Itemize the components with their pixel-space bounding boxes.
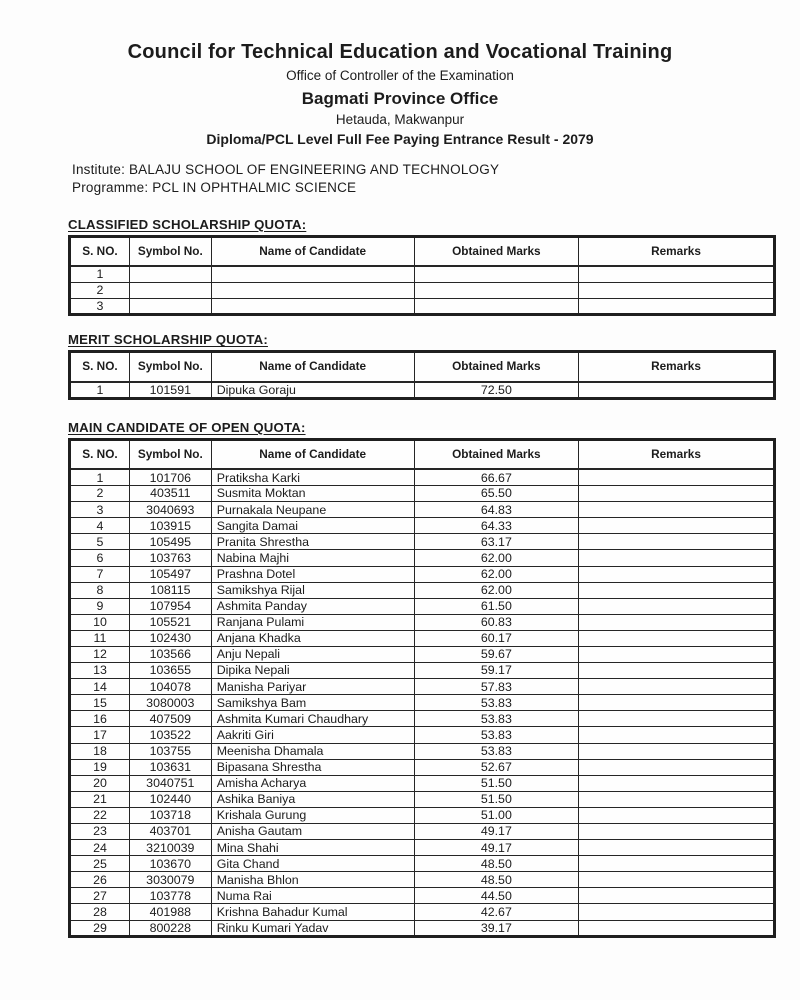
cell-sno: 16 — [70, 711, 130, 727]
cell-marks: 48.50 — [414, 872, 578, 888]
cell-symbol: 103670 — [129, 856, 211, 872]
cell-remarks — [578, 727, 774, 743]
column-header-symbol: Symbol No. — [129, 439, 211, 469]
cell-symbol: 103522 — [129, 727, 211, 743]
cell-symbol — [129, 282, 211, 298]
cell-remarks — [578, 486, 774, 502]
cell-sno: 23 — [70, 824, 130, 840]
column-header-marks: Obtained Marks — [414, 439, 578, 469]
cell-marks: 48.50 — [414, 856, 578, 872]
cell-marks: 60.83 — [414, 614, 578, 630]
table-row — [70, 695, 775, 711]
cell-symbol: 103718 — [129, 807, 211, 823]
section-title: CLASSIFIED SCHOLARSHIP QUOTA: — [68, 216, 307, 232]
table-row — [70, 534, 775, 550]
cell-sno: 15 — [70, 695, 130, 711]
table-row — [70, 550, 775, 566]
table-row — [70, 663, 775, 679]
table-row — [70, 775, 775, 791]
cell-remarks — [578, 646, 774, 662]
result-sections — [68, 217, 776, 938]
merit-scholarship-table — [68, 350, 776, 400]
cell-marks: 53.83 — [414, 695, 578, 711]
cell-name — [211, 298, 414, 314]
cell-name — [211, 266, 414, 282]
organization-title: Council for Technical Education and Vocational Training — [127, 41, 673, 63]
cell-sno: 1 — [70, 469, 130, 485]
cell-sno: 22 — [70, 807, 130, 823]
cell-sno: 11 — [70, 630, 130, 646]
cell-symbol: 103631 — [129, 759, 211, 775]
table-row — [70, 266, 775, 282]
cell-remarks — [578, 382, 774, 399]
cell-remarks — [578, 872, 774, 888]
cell-sno: 25 — [70, 856, 130, 872]
cell-symbol: 105521 — [129, 614, 211, 630]
cell-symbol: 101706 — [129, 469, 211, 485]
cell-sno: 26 — [70, 872, 130, 888]
cell-remarks — [578, 904, 774, 920]
cell-remarks — [578, 266, 774, 282]
table-row — [70, 679, 775, 695]
cell-remarks — [578, 663, 774, 679]
cell-sno: 6 — [70, 550, 130, 566]
cell-remarks — [578, 791, 774, 807]
cell-sno: 27 — [70, 888, 130, 904]
cell-sno: 9 — [70, 598, 130, 614]
cell-sno: 12 — [70, 646, 130, 662]
cell-remarks — [578, 469, 774, 485]
location-line: Hetauda, Makwanpur — [335, 112, 465, 127]
cell-marks: 63.17 — [414, 534, 578, 550]
table-row — [70, 711, 775, 727]
cell-name: Samikshya Rijal — [211, 582, 414, 598]
cell-symbol: 108115 — [129, 582, 211, 598]
section-main-open-quota — [68, 420, 776, 938]
cell-name: Sangita Damai — [211, 518, 414, 534]
cell-name: Ranjana Pulami — [211, 614, 414, 630]
table-row — [70, 727, 775, 743]
table-row — [70, 824, 775, 840]
header-row — [70, 352, 775, 382]
institute-block — [72, 161, 800, 198]
cell-name: Manisha Pariyar — [211, 679, 414, 695]
cell-marks: 65.50 — [414, 486, 578, 502]
cell-symbol: 107954 — [129, 598, 211, 614]
cell-name: Ashika Baniya — [211, 791, 414, 807]
cell-name: Susmita Moktan — [211, 486, 414, 502]
cell-remarks — [578, 534, 774, 550]
cell-sno: 19 — [70, 759, 130, 775]
cell-remarks — [578, 807, 774, 823]
result-title: Diploma/PCL Level Full Fee Paying Entrance Result - 2079 — [206, 131, 594, 147]
cell-marks: 62.00 — [414, 566, 578, 582]
cell-name: Samikshya Bam — [211, 695, 414, 711]
cell-name: Pranita Shrestha — [211, 534, 414, 550]
cell-name: Bipasana Shrestha — [211, 759, 414, 775]
cell-symbol: 407509 — [129, 711, 211, 727]
cell-name: Krishala Gurung — [211, 807, 414, 823]
cell-marks: 51.50 — [414, 775, 578, 791]
cell-name: Numa Rai — [211, 888, 414, 904]
cell-sno: 18 — [70, 743, 130, 759]
cell-symbol: 101591 — [129, 382, 211, 399]
cell-remarks — [578, 679, 774, 695]
cell-remarks — [578, 502, 774, 518]
cell-marks: 53.83 — [414, 743, 578, 759]
table-row — [70, 646, 775, 662]
cell-name: Dipika Nepali — [211, 663, 414, 679]
table-row — [70, 282, 775, 298]
cell-symbol — [129, 298, 211, 314]
cell-symbol: 102440 — [129, 791, 211, 807]
cell-symbol: 103566 — [129, 646, 211, 662]
cell-marks: 53.83 — [414, 711, 578, 727]
section-merit-scholarship — [68, 332, 776, 400]
table-row — [70, 904, 775, 920]
document-header — [0, 0, 800, 147]
cell-sno: 21 — [70, 791, 130, 807]
cell-marks: 51.00 — [414, 807, 578, 823]
cell-name: Aakriti Giri — [211, 727, 414, 743]
cell-symbol — [129, 266, 211, 282]
cell-sno: 3 — [70, 298, 130, 314]
cell-name: Dipuka Goraju — [211, 382, 414, 399]
table-row — [70, 630, 775, 646]
cell-name: Amisha Acharya — [211, 775, 414, 791]
column-header-remarks: Remarks — [578, 352, 774, 382]
table-row — [70, 382, 775, 399]
cell-name: Manisha Bhlon — [211, 872, 414, 888]
header-row — [70, 236, 775, 266]
cell-name: Prashna Dotel — [211, 566, 414, 582]
cell-marks: 49.17 — [414, 840, 578, 856]
header-row — [70, 439, 775, 469]
cell-symbol: 3030079 — [129, 872, 211, 888]
cell-remarks — [578, 298, 774, 314]
cell-remarks — [578, 840, 774, 856]
cell-sno: 29 — [70, 920, 130, 936]
column-header-remarks: Remarks — [578, 439, 774, 469]
cell-marks: 72.50 — [414, 382, 578, 399]
cell-remarks — [578, 711, 774, 727]
cell-remarks — [578, 630, 774, 646]
cell-remarks — [578, 856, 774, 872]
column-header-sno: S. NO. — [70, 352, 130, 382]
cell-marks — [414, 298, 578, 314]
table-row — [70, 502, 775, 518]
column-header-symbol: Symbol No. — [129, 236, 211, 266]
province-office: Bagmati Province Office — [301, 89, 499, 108]
institute-line: Institute: BALAJU SCHOOL OF ENGINEERING AND TECHNOLOGY — [72, 162, 500, 177]
cell-symbol: 401988 — [129, 904, 211, 920]
cell-sno: 1 — [70, 266, 130, 282]
cell-symbol: 103763 — [129, 550, 211, 566]
cell-symbol: 3040751 — [129, 775, 211, 791]
cell-symbol: 3210039 — [129, 840, 211, 856]
cell-marks: 62.00 — [414, 582, 578, 598]
cell-marks — [414, 282, 578, 298]
cell-symbol: 103778 — [129, 888, 211, 904]
table-row — [70, 840, 775, 856]
table-row — [70, 614, 775, 630]
cell-symbol: 105497 — [129, 566, 211, 582]
cell-remarks — [578, 888, 774, 904]
cell-remarks — [578, 775, 774, 791]
office-subtitle: Office of Controller of the Examination — [286, 68, 514, 83]
cell-sno: 14 — [70, 679, 130, 695]
cell-symbol: 103655 — [129, 663, 211, 679]
cell-remarks — [578, 614, 774, 630]
table-row — [70, 566, 775, 582]
cell-sno: 2 — [70, 282, 130, 298]
cell-name: Anisha Gautam — [211, 824, 414, 840]
cell-sno: 20 — [70, 775, 130, 791]
section-classified-scholarship — [68, 217, 776, 316]
cell-marks — [414, 266, 578, 282]
cell-symbol: 800228 — [129, 920, 211, 936]
cell-marks: 66.67 — [414, 469, 578, 485]
cell-marks: 59.67 — [414, 646, 578, 662]
cell-name: Purnakala Neupane — [211, 502, 414, 518]
table-row — [70, 598, 775, 614]
table-row — [70, 791, 775, 807]
cell-marks: 59.17 — [414, 663, 578, 679]
column-header-sno: S. NO. — [70, 236, 130, 266]
section-title: MAIN CANDIDATE OF OPEN QUOTA: — [68, 419, 306, 435]
cell-name: Rinku Kumari Yadav — [211, 920, 414, 936]
cell-sno: 17 — [70, 727, 130, 743]
table-row — [70, 582, 775, 598]
cell-name: Anjana Khadka — [211, 630, 414, 646]
programme-line: Programme: PCL IN OPHTHALMIC SCIENCE — [72, 180, 357, 196]
cell-remarks — [578, 582, 774, 598]
table-row — [70, 518, 775, 534]
cell-sno: 8 — [70, 582, 130, 598]
cell-name: Krishna Bahadur Kumal — [211, 904, 414, 920]
cell-remarks — [578, 598, 774, 614]
cell-name: Nabina Majhi — [211, 550, 414, 566]
cell-marks: 42.67 — [414, 904, 578, 920]
cell-sno: 10 — [70, 614, 130, 630]
table-row — [70, 759, 775, 775]
table-row — [70, 856, 775, 872]
cell-remarks — [578, 518, 774, 534]
cell-symbol: 3040693 — [129, 502, 211, 518]
classified-scholarship-table — [68, 235, 776, 316]
cell-symbol: 104078 — [129, 679, 211, 695]
cell-marks: 51.50 — [414, 791, 578, 807]
cell-marks: 52.67 — [414, 759, 578, 775]
cell-marks: 39.17 — [414, 920, 578, 936]
cell-sno: 7 — [70, 566, 130, 582]
cell-symbol: 403701 — [129, 824, 211, 840]
cell-marks: 49.17 — [414, 824, 578, 840]
column-header-name: Name of Candidate — [211, 439, 414, 469]
cell-name: Ashmita Kumari Chaudhary — [211, 711, 414, 727]
cell-remarks — [578, 920, 774, 936]
cell-sno: 28 — [70, 904, 130, 920]
cell-marks: 60.17 — [414, 630, 578, 646]
cell-remarks — [578, 743, 774, 759]
cell-marks: 62.00 — [414, 550, 578, 566]
table-row — [70, 807, 775, 823]
cell-name: Ashmita Panday — [211, 598, 414, 614]
cell-sno: 5 — [70, 534, 130, 550]
column-header-name: Name of Candidate — [211, 236, 414, 266]
column-header-symbol: Symbol No. — [129, 352, 211, 382]
cell-marks: 53.83 — [414, 727, 578, 743]
table-row — [70, 743, 775, 759]
table-row — [70, 888, 775, 904]
cell-remarks — [578, 759, 774, 775]
cell-remarks — [578, 566, 774, 582]
cell-remarks — [578, 282, 774, 298]
cell-marks: 44.50 — [414, 888, 578, 904]
cell-remarks — [578, 550, 774, 566]
column-header-marks: Obtained Marks — [414, 236, 578, 266]
column-header-marks: Obtained Marks — [414, 352, 578, 382]
column-header-remarks: Remarks — [578, 236, 774, 266]
cell-marks: 64.33 — [414, 518, 578, 534]
cell-name: Gita Chand — [211, 856, 414, 872]
table-row — [70, 469, 775, 485]
cell-sno: 2 — [70, 486, 130, 502]
table-row — [70, 486, 775, 502]
cell-sno: 4 — [70, 518, 130, 534]
cell-remarks — [578, 824, 774, 840]
cell-sno: 3 — [70, 502, 130, 518]
cell-sno: 13 — [70, 663, 130, 679]
cell-symbol: 103915 — [129, 518, 211, 534]
table-row — [70, 920, 775, 936]
cell-symbol: 3080003 — [129, 695, 211, 711]
table-row — [70, 298, 775, 314]
cell-marks: 57.83 — [414, 679, 578, 695]
table-row — [70, 872, 775, 888]
section-title: MERIT SCHOLARSHIP QUOTA: — [68, 332, 268, 348]
cell-marks: 61.50 — [414, 598, 578, 614]
cell-symbol: 102430 — [129, 630, 211, 646]
cell-name: Anju Nepali — [211, 646, 414, 662]
cell-name: Pratiksha Karki — [211, 469, 414, 485]
column-header-name: Name of Candidate — [211, 352, 414, 382]
cell-name — [211, 282, 414, 298]
cell-remarks — [578, 695, 774, 711]
column-header-sno: S. NO. — [70, 439, 130, 469]
cell-name: Meenisha Dhamala — [211, 743, 414, 759]
cell-marks: 64.83 — [414, 502, 578, 518]
main-open-quota-table — [68, 438, 776, 938]
cell-sno: 24 — [70, 840, 130, 856]
cell-symbol: 103755 — [129, 743, 211, 759]
cell-symbol: 403511 — [129, 486, 211, 502]
cell-name: Mina Shahi — [211, 840, 414, 856]
cell-sno: 1 — [70, 382, 130, 399]
cell-symbol: 105495 — [129, 534, 211, 550]
